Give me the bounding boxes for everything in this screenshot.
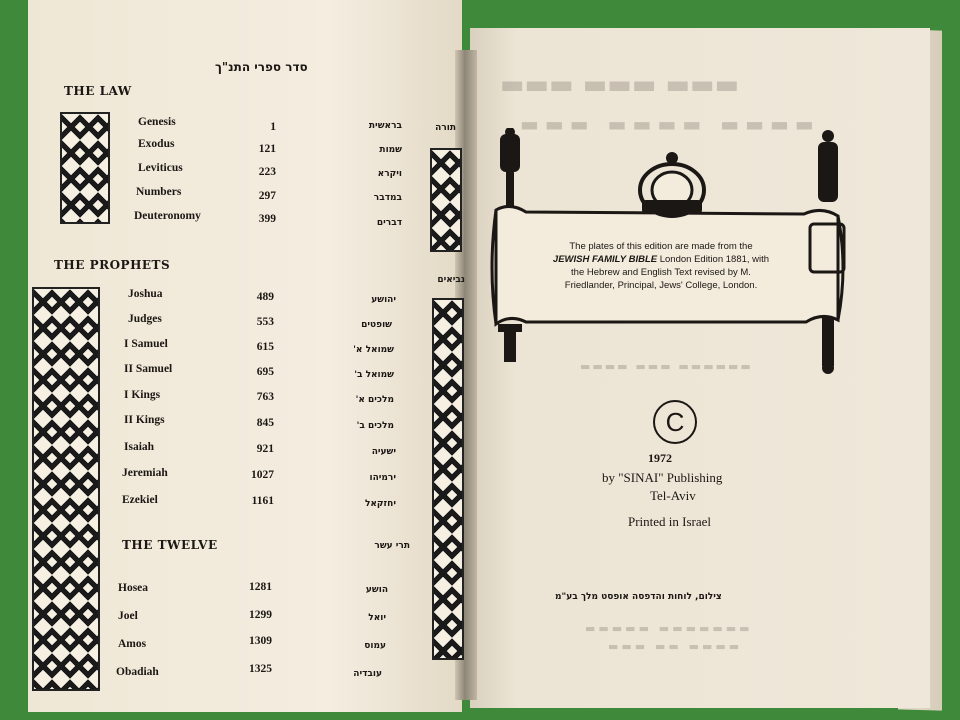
edition-note-line-2 [515, 253, 807, 266]
publisher-name: by "SINAI" Publishing [602, 470, 723, 485]
book-hebrew: ירמיהו [369, 473, 396, 483]
book-name: I Kings [124, 389, 161, 401]
source-bible-name: JEWISH FAMILY BIBLE [552, 254, 658, 265]
book-page: 489 [256, 291, 274, 303]
book-name: I Samuel [124, 338, 168, 350]
copyright-icon: C [653, 400, 697, 444]
book-page: 921 [256, 443, 274, 455]
show-through-text: ▬▬▬▬▬ ▬▬▬▬▬▬▬ [585, 622, 753, 635]
book-hebrew: מלכים א' [355, 395, 394, 405]
hebrew-section-twelve: תרי עשר [374, 541, 410, 551]
publication-year: 1972 [648, 451, 672, 465]
book-page: 553 [256, 316, 274, 328]
book-page: 1 [270, 121, 276, 133]
hebrew-printer-credit: צילום, לוחות והדפסה אופסט מלך בע"מ [555, 592, 722, 602]
show-through-text: ▬▬▬▬ ▬▬▬ ▬▬▬▬▬▬ [580, 360, 753, 373]
edition-note-line-1: The plates of this edition are made from the [569, 241, 753, 252]
book-page: 615 [256, 341, 274, 353]
printed-in: Printed in Israel [628, 514, 712, 529]
show-through-text: ▬▬▬ ▬▬ ▬▬▬▬ [608, 640, 743, 653]
book-name: Joel [118, 610, 138, 622]
hebrew-section-prophets: נביאים [437, 275, 465, 285]
book-name: Hosea [118, 582, 149, 594]
show-through-text: ▬▬▬ ▬▬▬▬ ▬▬▬▬ [520, 112, 820, 136]
book-page: 1309 [249, 635, 272, 647]
edition-note-line-3: the Hebrew and English Text revised by M. [571, 267, 751, 278]
book-hebrew: ויקרא [377, 169, 402, 179]
book-page: 845 [256, 417, 274, 429]
book-name: Jeremiah [122, 467, 168, 479]
book-hebrew: שופטים [361, 320, 392, 330]
book-hebrew: עובדיה [353, 669, 382, 679]
book-name: Ezekiel [122, 494, 158, 506]
book-name: Isaiah [124, 441, 155, 453]
publisher-city: Tel-Aviv [650, 488, 696, 503]
book-name: Genesis [138, 116, 176, 128]
book-page: 1281 [249, 581, 272, 593]
book-hebrew: הושע [365, 585, 388, 595]
book-hebrew: יואל [368, 613, 386, 623]
book-name: Exodus [138, 138, 175, 150]
ornament-right-prophets [432, 298, 464, 660]
book-name: Judges [128, 313, 162, 325]
ornament-right-law [430, 148, 462, 252]
ornament-border-law [60, 112, 110, 224]
book-name: II Samuel [124, 363, 173, 375]
section-heading-law: THE LAW [64, 84, 132, 98]
section-heading-prophets: THE PROPHETS [54, 258, 171, 272]
book-hebrew: שמואל ב' [354, 370, 394, 380]
book-hebrew: במדבר [373, 193, 402, 203]
book-name: Leviticus [138, 162, 183, 174]
book-name: Obadiah [116, 666, 159, 678]
book-hebrew: ישעיה [371, 447, 396, 457]
edition-note [515, 240, 807, 292]
book-page: 399 [258, 213, 276, 225]
book-hebrew: עמוס [364, 641, 386, 651]
book-page: 763 [256, 391, 274, 403]
book-hebrew: שמואל א' [353, 345, 394, 355]
book-hebrew: שמות [379, 145, 402, 155]
book-name: Deuteronomy [134, 210, 201, 222]
book-hebrew: יהושע [371, 295, 396, 305]
edition-note-line-4: Friedlander, Principal, Jews' College, London. [564, 280, 758, 291]
hebrew-section-law: תורה [435, 123, 456, 133]
book-page: 297 [258, 190, 276, 202]
section-heading-twelve: THE TWELVE [122, 538, 218, 552]
show-through-text: ▬▬▬ ▬▬▬ ▬▬▬ [500, 70, 740, 100]
book-page: 1299 [249, 609, 272, 621]
hebrew-page-title: סדר ספרי התנ"ך [215, 60, 308, 74]
book-hebrew: דברים [376, 218, 402, 228]
book-page: 121 [258, 143, 276, 155]
book-name: Amos [118, 638, 147, 650]
book-name: Joshua [128, 288, 163, 300]
source-edition: London Edition 1881, with [657, 254, 770, 265]
book-page: 223 [258, 166, 276, 178]
book-page: 1161 [251, 495, 274, 507]
book-name: II Kings [124, 414, 165, 426]
book-name: Numbers [136, 186, 182, 198]
book-page: 695 [256, 366, 274, 378]
book-page: 1027 [251, 469, 274, 481]
book-hebrew: בראשית [368, 121, 402, 131]
book-hebrew: יחזקאל [364, 499, 396, 509]
ornament-border-prophets [32, 287, 100, 691]
book-page: 1325 [249, 663, 272, 675]
book-hebrew: מלכים ב' [356, 421, 394, 431]
